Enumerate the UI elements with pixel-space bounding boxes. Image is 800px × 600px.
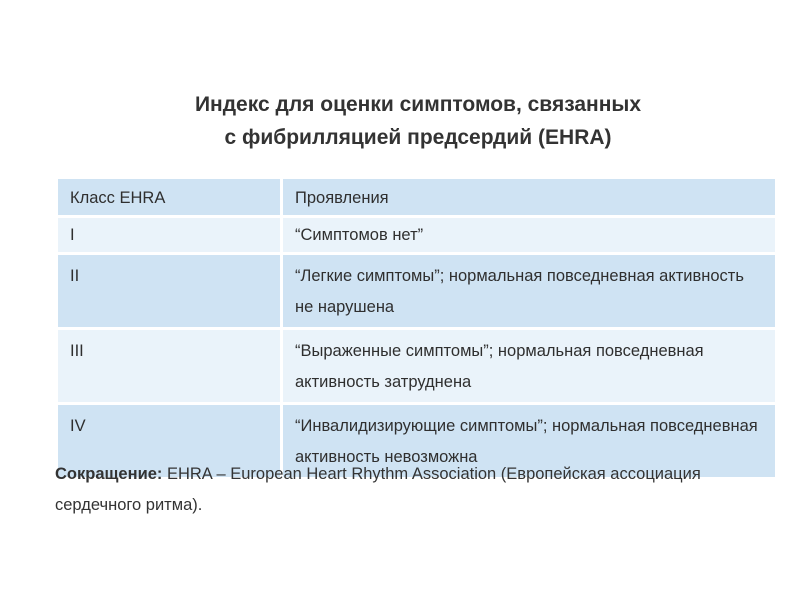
page-title bbox=[0, 88, 800, 154]
table-header-row bbox=[57, 178, 777, 217]
class-cell: I bbox=[57, 217, 282, 254]
table-row bbox=[57, 217, 777, 254]
table-row bbox=[57, 254, 777, 329]
title-line-2: с фибрилляцией предсердий (EHRA) bbox=[224, 126, 612, 149]
description-cell: “Инвалидизирующие симптомы”; нормальная повседневная активность невозможна bbox=[282, 404, 777, 479]
description-cell: “Легкие симптомы”; нормальная повседневная активность не нарушена bbox=[282, 254, 777, 329]
column-header-description: Проявления bbox=[282, 178, 777, 217]
footnote bbox=[55, 459, 780, 521]
description-cell: “Выраженные симптомы”; нормальная повседневная активность затруднена bbox=[282, 329, 777, 404]
table-row bbox=[57, 329, 777, 404]
title-line-1: Индекс для оценки симптомов, связанных bbox=[194, 93, 642, 116]
column-header-class: Класс EHRA bbox=[57, 178, 282, 217]
ehra-table bbox=[55, 176, 778, 480]
footnote-label: Сокращение: bbox=[55, 465, 163, 483]
class-cell: IV bbox=[57, 404, 282, 479]
class-cell: III bbox=[57, 329, 282, 404]
class-cell: II bbox=[57, 254, 282, 329]
description-cell: “Симптомов нет” bbox=[282, 217, 777, 254]
footnote-text: EHRA – European Heart Rhythm Association (Европейская ассоциация сердечного ритма). bbox=[55, 465, 701, 514]
